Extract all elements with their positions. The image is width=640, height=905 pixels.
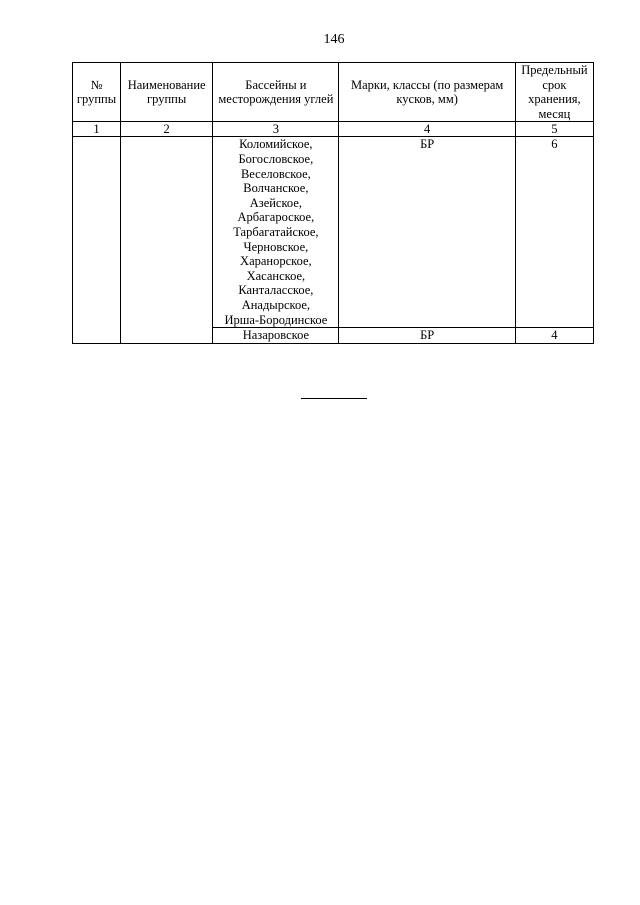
deposit-name: Канталасское, (238, 283, 314, 298)
deposit-name: Азейское, (249, 195, 302, 210)
deposits-cell (213, 137, 339, 328)
column-number: 2 (121, 122, 213, 137)
deposit-name: Арбагароское, (237, 210, 315, 225)
deposit-name: Богословское, (238, 151, 314, 166)
deposit-name: Назаровское (242, 328, 310, 343)
coal-storage-table (72, 62, 594, 344)
table-header-row (73, 63, 594, 122)
header-grades: Марки, классы (по размерам кусков, мм) (339, 63, 515, 122)
deposit-name: Коломийское, (239, 137, 313, 152)
header-group-number: № группы (73, 63, 121, 122)
grade-cell: БР (339, 328, 515, 344)
deposit-name: Анадырское, (241, 297, 311, 312)
deposit-name: Ирша-Бородинское (224, 312, 328, 327)
column-number: 1 (73, 122, 121, 137)
header-deposits: Бассейны и месторождения углей (213, 63, 339, 122)
deposit-name: Тарбагатайское, (233, 224, 319, 239)
group-name-cell (121, 137, 213, 343)
deposits-cell (213, 328, 339, 344)
end-of-table-rule (301, 398, 367, 399)
storage-period-cell: 6 (515, 137, 593, 328)
table-row (73, 137, 594, 328)
header-storage-period: Предельный срок хранения, месяц (515, 63, 593, 122)
column-number: 4 (339, 122, 515, 137)
deposit-name: Черновское, (243, 239, 309, 254)
deposit-name: Веселовское, (240, 166, 311, 181)
deposit-name: Хасанское, (246, 268, 306, 283)
column-number: 5 (515, 122, 593, 137)
deposit-name: Волчанское, (243, 181, 309, 196)
column-number: 3 (213, 122, 339, 137)
page-number: 146 (323, 32, 345, 47)
header-group-name: Наименование группы (121, 63, 213, 122)
column-number-row (73, 122, 594, 137)
group-number-cell (73, 137, 121, 343)
deposit-name: Харанорское, (240, 254, 312, 269)
grade-cell: БР (339, 137, 515, 328)
storage-period-cell: 4 (515, 328, 593, 344)
